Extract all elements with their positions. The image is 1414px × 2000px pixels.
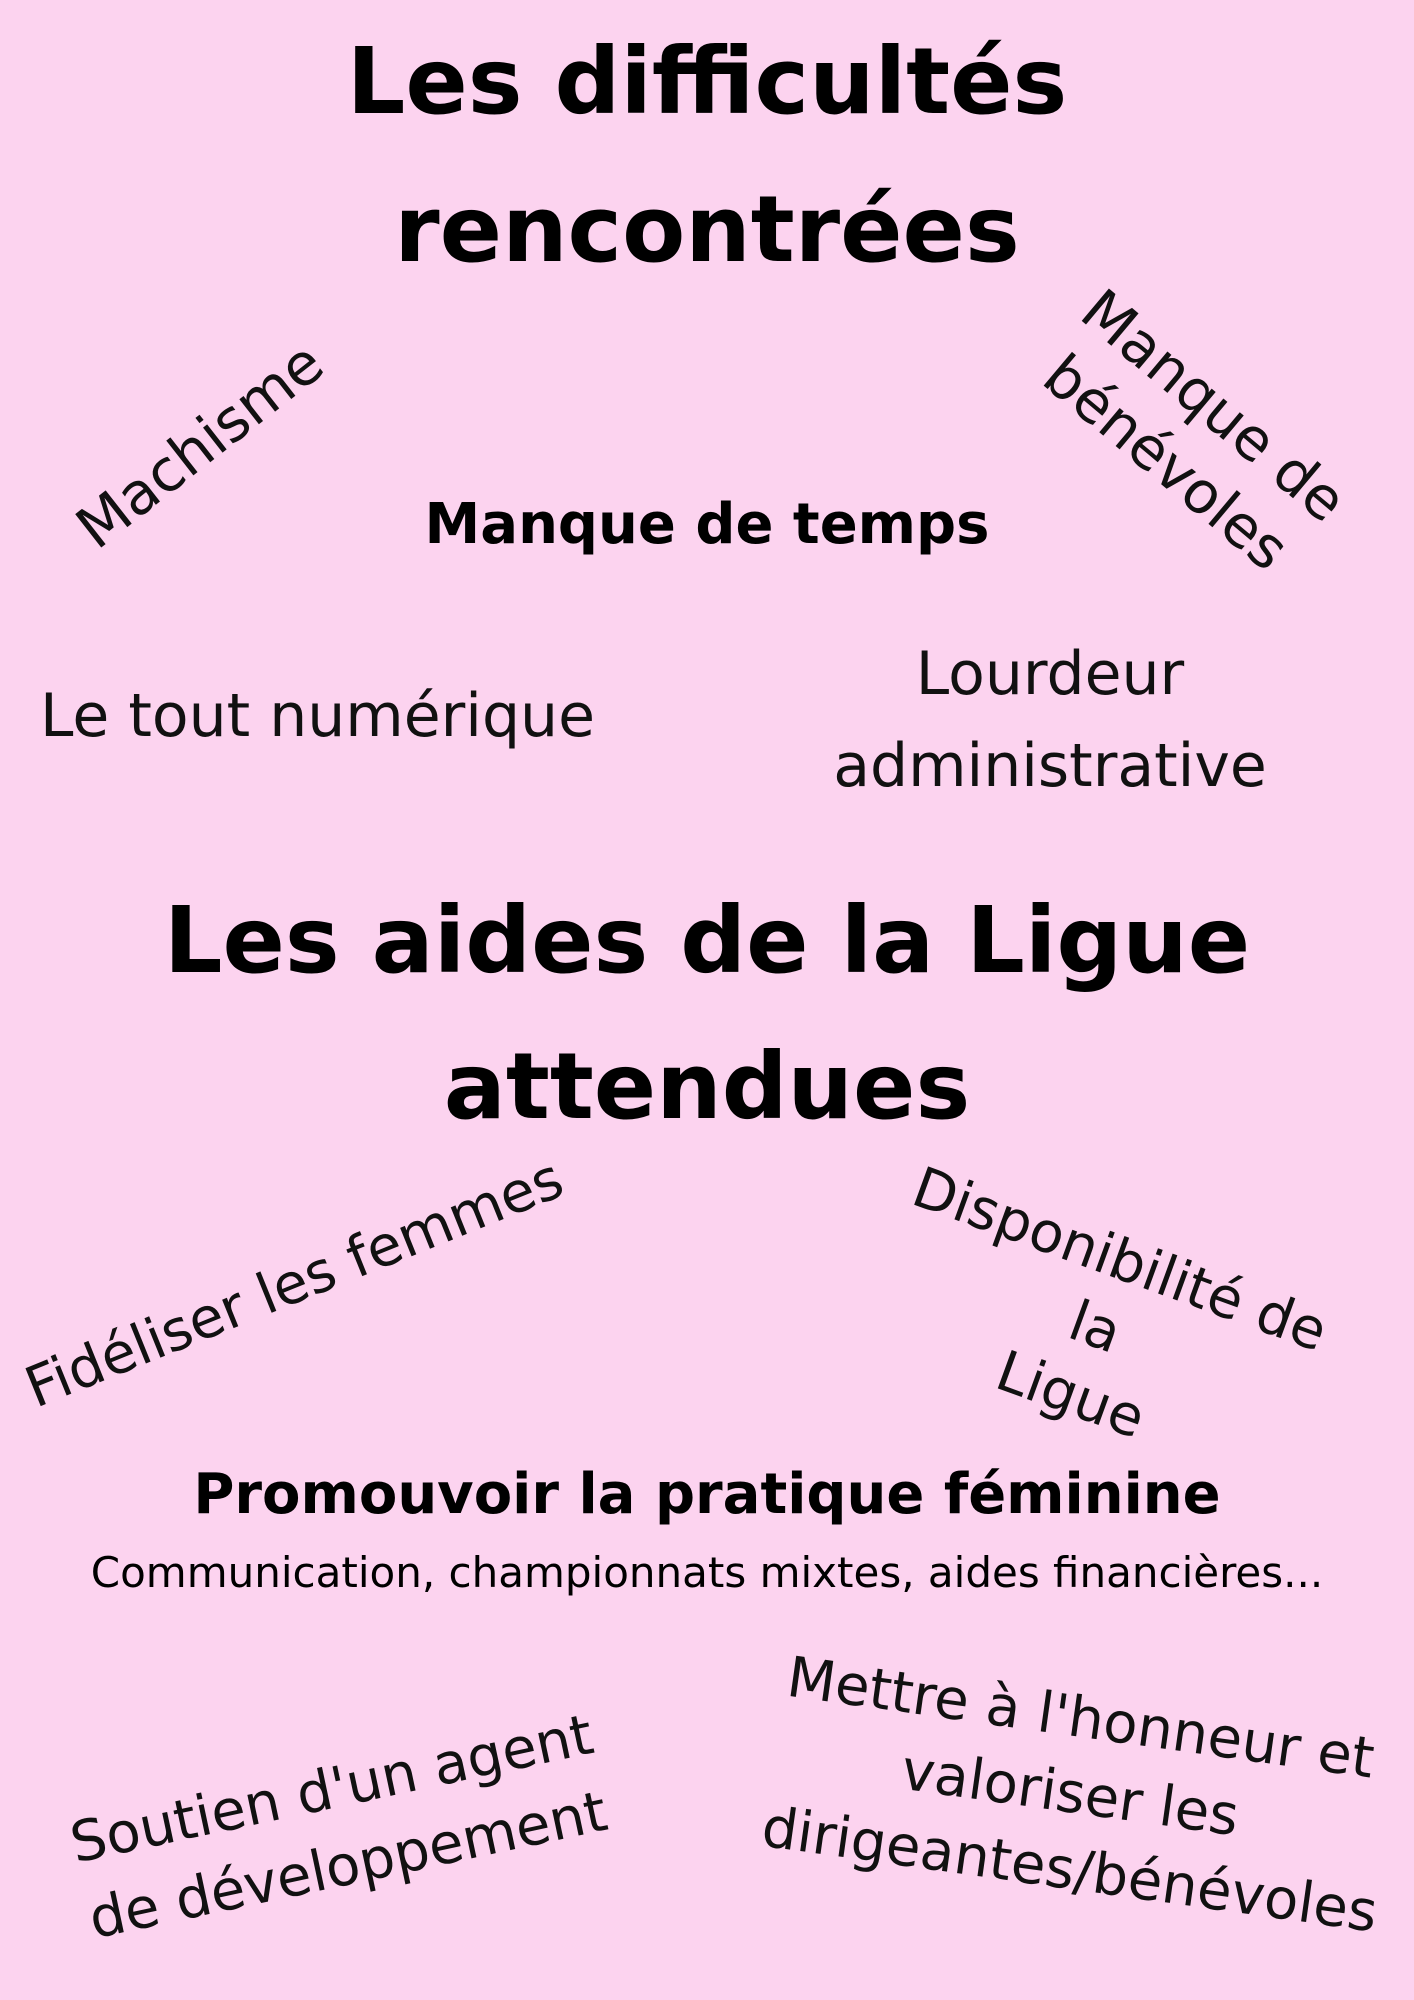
item-disponibilite-ligue: Disponibilité de la Ligue (904, 1154, 1336, 1452)
item-tout-numerique: Le tout numérique (40, 681, 595, 751)
item-machisme: Machisme (63, 328, 337, 562)
item-manque-temps: Manque de temps (424, 492, 990, 557)
item-promouvoir-pratique: Promouvoir la pratique féminine (193, 1462, 1221, 1527)
item-soutien-agent: Soutien d'un agent de développement (64, 1702, 613, 1953)
item-lourdeur-administrative: Lourdeur administrative (833, 639, 1267, 801)
difficulties-title: Les difficultés rencontrées (346, 28, 1068, 283)
item-manque-benevoles: Manque de bénévoles (1030, 275, 1360, 584)
item-mettre-honneur: Mettre à l'honneur et valoriser les dirigeantes/bénévoles (757, 1644, 1382, 1946)
aids-title: Les aides de la Ligue attendues (163, 887, 1251, 1140)
item-fideliser-femmes: Fidéliser les femmes (16, 1146, 573, 1422)
promouvoir-details: Communication, championnats mixtes, aides financières... (90, 1548, 1324, 1597)
